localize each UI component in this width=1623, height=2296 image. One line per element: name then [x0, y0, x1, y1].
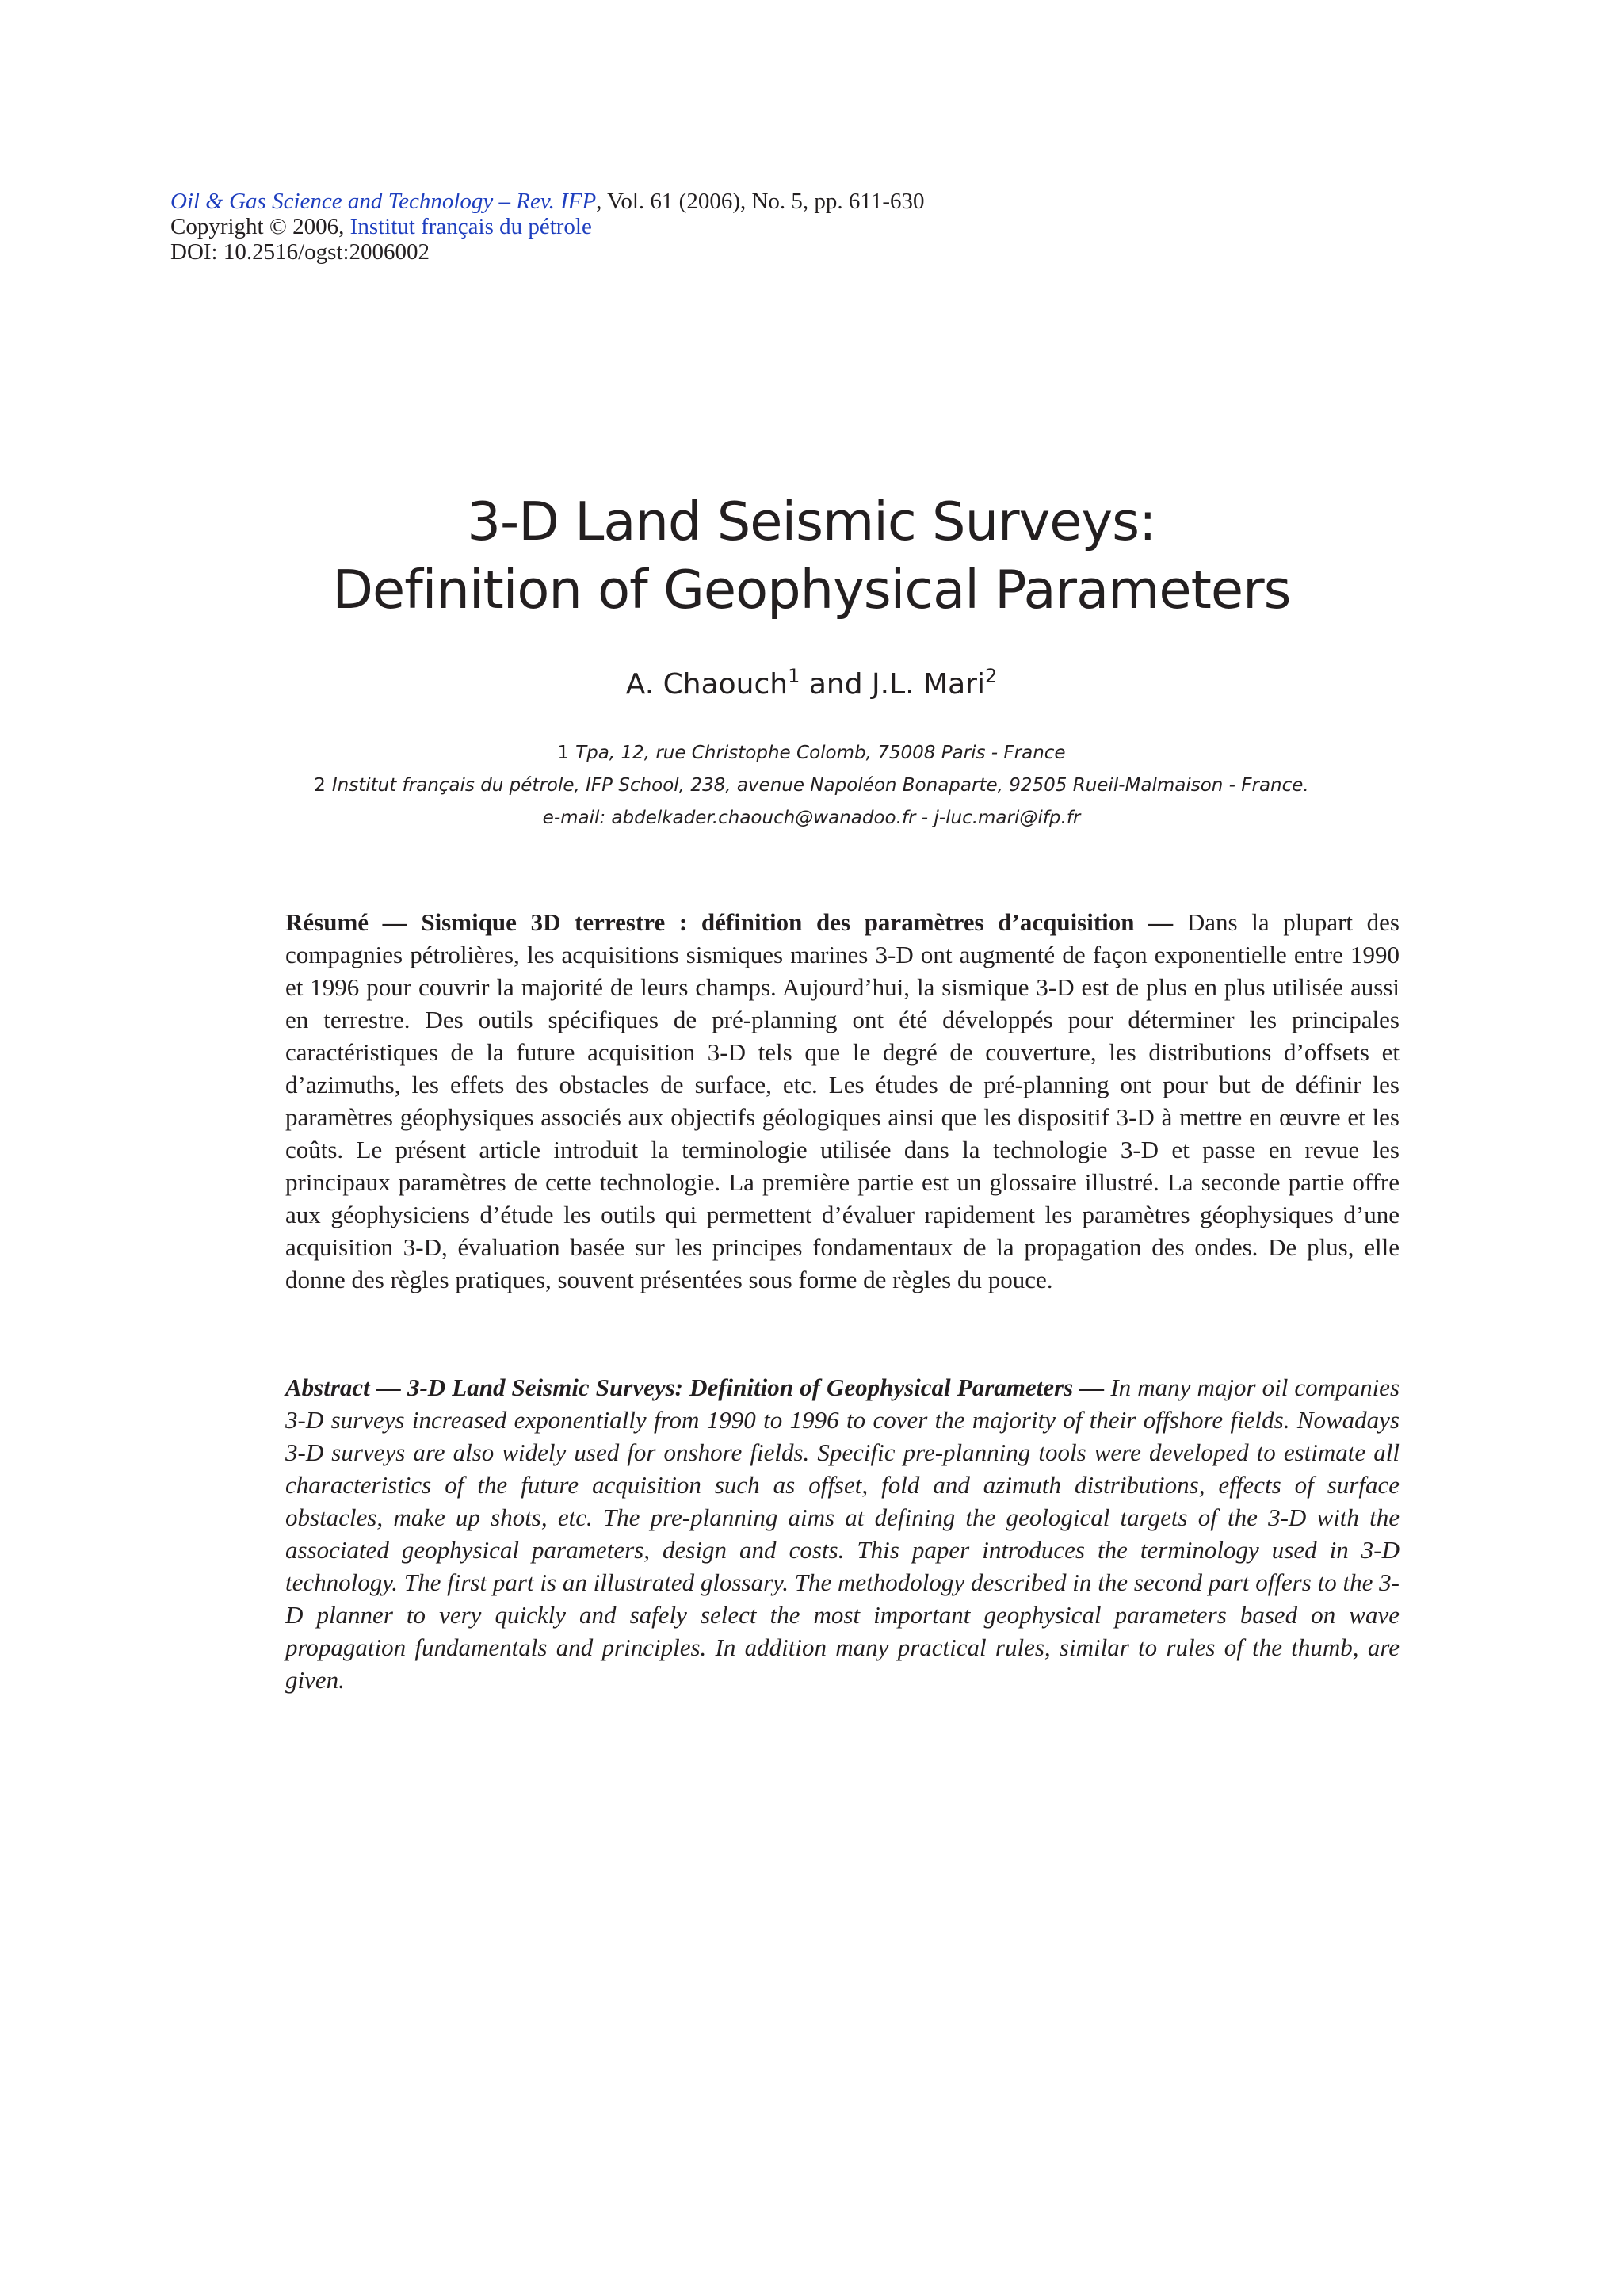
resume-heading: Résumé — Sismique 3D terrestre : définition des paramètres d’acquisition —	[285, 908, 1174, 936]
resume-section	[285, 906, 1400, 1296]
paper-title	[0, 487, 1623, 624]
affiliation-text: Tpa, 12, rue Christophe Colomb, 75008 Paris - France	[575, 743, 1066, 763]
copyright-line	[170, 214, 925, 239]
journal-link[interactable]: Oil & Gas Science and Technology – Rev. IFP	[170, 189, 597, 214]
citation-line	[170, 189, 925, 214]
volume-info: , Vol. 61 (2006), No. 5, pp. 611-630	[596, 189, 925, 214]
author-affiliation-marker: 1	[788, 665, 800, 687]
author-list	[0, 667, 1623, 702]
author-name: A. Chaouch	[625, 668, 789, 701]
author-conjunction: and	[800, 668, 873, 701]
author-affiliation-marker: 2	[984, 665, 998, 687]
doi-line: DOI: 10.2516/ogst:2006002	[170, 239, 430, 265]
affiliations	[0, 737, 1623, 835]
abstract-body: In many major oil companies 3-D surveys increased exponentially from 1990 to 1996 to cover the majority of their offshore fields. Nowadays 3-D surveys are also widely used for onshore fields. Specific pre-planning tools were developed to estimate all characteristics of the future acquisition such as offset, fold and azimuth distributions, effects of surface obstacles, make up shots, etc. The pre-planning aims at defining the geological targets of the 3-D with the associated geophysical parameters, design and costs. This paper introduces the terminology used in 3-D technology. The first part is an illustrated glossary. The methodology described in the second part offers to the 3-D planner to very quickly and safely select the most important geophysical parameters based on wave propagation fundamentals and principles. In addition many practical rules, similar to rules of the thumb, are given.	[285, 1373, 1400, 1694]
abstract-heading: Abstract — 3-D Land Seismic Surveys: Definition of Geophysical Parameters —	[285, 1373, 1105, 1401]
affiliation-item	[0, 770, 1623, 802]
title-line-2: Definition of Geophysical Parameters	[332, 559, 1291, 621]
affiliation-item	[0, 737, 1623, 770]
author-name: J.L. Mari	[872, 668, 985, 701]
resume-body: Dans la plupart des compagnies pétrolières, les acquisitions sismiques marines 3-D ont augmenté de façon exponentielle entre 1990 et 1996 pour couvrir la majorité de leurs champs. Aujourd’hui, la sismique 3-D est de plus en plus utilisée aussi en terrestre. Des outils spécifiques de pré-planning ont été développés pour déterminer les principales caractéristiques de la future acquisition 3-D tels que le degré de couverture, les distributions d’offsets et d’azimuths, les effets des obstacles de surface, etc. Les études de pré-planning ont pour but de définir les paramètres géophysiques associés aux objectifs géologiques ainsi que les dispositif 3-D à mettre en œuvre et les coûts. Le présent article introduit la terminologie utilisée dans la technologie 3-D et passe en revue les principaux paramètres de cette technologie. La première partie est un glossaire illustré. La seconde partie offre aux géophysiciens d’étude les outils qui permettent d’évaluer rapidement les paramètres géophysiques d’une acquisition 3-D, évaluation basée sur les principes fondamentaux de la propagation des ondes. De plus, elle donne des règles pratiques, souvent présentées sous forme de règles du pouce.	[285, 908, 1400, 1293]
copyright-prefix: Copyright © 2006,	[170, 214, 350, 239]
email-line: e-mail: abdelkader.chaouch@wanadoo.fr - j-luc.mari@ifp.fr	[542, 808, 1081, 828]
affiliation-text: Institut français du pétrole, IFP School, 238, avenue Napoléon Bonaparte, 92505 Rueil-Malmaison - France.	[331, 775, 1309, 796]
title-line-1: 3-D Land Seismic Surveys:	[467, 491, 1156, 552]
journal-header	[170, 189, 925, 265]
affiliation-number: 2	[314, 775, 326, 796]
affiliation-number: 1	[557, 743, 570, 763]
abstract-section	[285, 1371, 1400, 1696]
publisher-link[interactable]: Institut français du pétrole	[349, 214, 592, 239]
